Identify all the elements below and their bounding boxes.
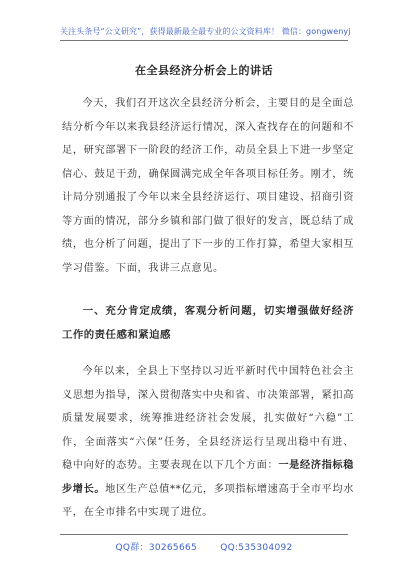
footer-qq-group: QQ群：30265665: [115, 543, 198, 553]
footer-qq: QQ:535304092: [220, 543, 293, 553]
document-title: 在全县经济分析会上的讲话: [135, 64, 273, 77]
footer-divider: [60, 534, 348, 535]
section-1-text-post: 地区生产总值**亿元，多项指标增速高于全市平均水平，在全市排名中实现了进位。: [62, 483, 354, 518]
page-footer: [0, 534, 408, 564]
section-1-paragraph: [62, 360, 354, 525]
section-1-emphasis: 一是经济指标稳步增长。: [62, 459, 355, 495]
page-header: [0, 0, 408, 48]
footer-contact: [0, 540, 408, 553]
intro-paragraph: 今天，我们召开这次全县经济分析会，主要目的是全面总结分析今年以来我县经济运行情况，深入查找存在的问题和不足，研究部署下一阶段的经济工作，动员全县上下进一步坚定信心、鼓足干劲，确保圆满完成全年各项目标任务。刚才，统计局分别通报了今年以来全县经济运行、项目建设、招商引资等方面的情况，部分乡镇和部门做了很好的发言，既总结了成绩，也分析了问题，提出了下一步的工作打算，希望大家相互学习借鉴。下面，我讲三点意见。: [62, 98, 354, 274]
section-heading-1: 一、充分肯定成绩，客观分析问题，切实增强做好经济工作的责任感和紧迫感: [62, 305, 354, 341]
header-promo-text: 关注头条号“公文研究”，获得最新最全最专业的公文资料库！ 微信：gongwenyj: [60, 27, 351, 36]
section-1-text-pre: 今年以来，全县上下坚持以习近平新时代中国特色社会主义思想为指导，深入贯彻落实中央和省、市决策部署，紧扣高质量发展要求，统筹推进经济社会发展，扎实做好“六稳”工作，全面落实“六保”任务，全县经济运行呈现出稳中有进、稳中向好的态势。主要表现在以下几个方面：: [62, 366, 354, 471]
header-divider: [60, 40, 348, 41]
